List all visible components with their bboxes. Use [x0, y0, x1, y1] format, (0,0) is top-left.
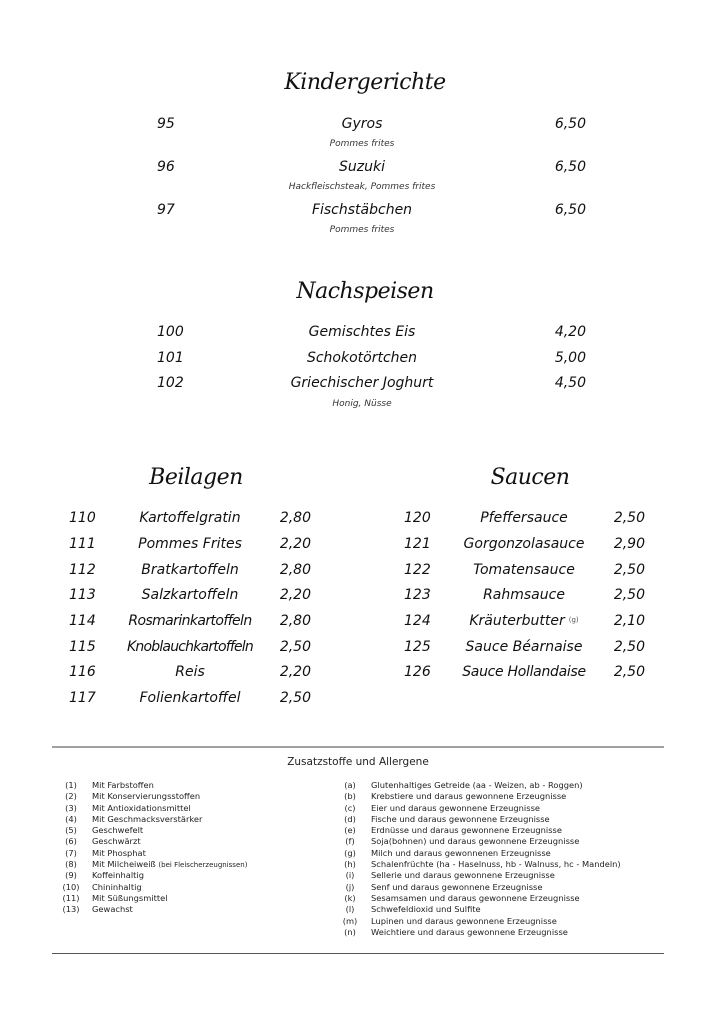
item-name: Kartoffelgratin — [139, 510, 241, 526]
item-number: 126 — [404, 664, 431, 680]
allergen-text: Senf und daraus gewonnene Erzeugnisse — [371, 881, 543, 892]
menu-item — [0, 202, 724, 222]
item-name: Sauce Béarnaise — [465, 639, 583, 655]
allergen-text: Milch und daraus gewonnenen Erzeugnisse — [371, 847, 551, 858]
item-number: 117 — [69, 690, 96, 706]
allergen-text: Glutenhaltiges Getreide (aa - Weizen, ab - Roggen) — [371, 780, 583, 790]
additive-text: Mit Phosphat — [92, 847, 146, 858]
item-price: 6,50 — [554, 202, 586, 218]
item-number: 112 — [69, 562, 96, 578]
additive-code: (6) — [65, 836, 77, 847]
item-price: 2,90 — [613, 536, 645, 552]
item-price: 2,80 — [279, 510, 311, 526]
item-name: Knoblauchkartoffeln — [127, 639, 253, 655]
item-name: Bratkartoffeln — [141, 562, 239, 578]
additive-text: Mit Geschmacksverstärker — [92, 813, 203, 824]
additive-text: Mit Konservierungsstoffen — [92, 791, 201, 802]
item-number: 120 — [404, 510, 431, 526]
additive-code: (13) — [62, 904, 80, 915]
item-price: 4,20 — [554, 324, 586, 340]
item-number: 97 — [157, 202, 175, 218]
additive-text: Koffeinhaltig — [92, 870, 144, 881]
item-name: Pommes Frites — [138, 536, 242, 552]
additive-code: (7) — [65, 847, 77, 858]
item-name: Gemischtes Eis — [308, 324, 416, 340]
section-title: Nachspeisen — [296, 279, 434, 304]
item-name: Schokotörtchen — [306, 350, 418, 366]
item-name-wrap — [446, 613, 602, 629]
additive-code: (1) — [65, 780, 77, 790]
divider-top — [52, 746, 664, 748]
allergen-text: Erdnüsse und daraus gewonnene Erzeugnisse — [371, 825, 562, 836]
menu-item — [0, 690, 362, 710]
additive-code: (4) — [65, 813, 77, 824]
additive-code: (2) — [65, 791, 77, 802]
allergen-text: Sellerie und daraus gewonnene Erzeugnisse — [371, 870, 555, 881]
allergen-text: Krebstiere und daraus gewonnene Erzeugnisse — [371, 791, 567, 802]
menu-item — [0, 587, 724, 607]
item-name: Gyros — [341, 116, 383, 132]
allergen-code: (n) — [344, 926, 356, 937]
item-number: 95 — [157, 116, 175, 132]
item-description: Honig, Nüsse — [332, 399, 392, 409]
item-name: Rosmarinkartoffeln — [128, 613, 252, 629]
allergen-text: Schwefeldioxid und Sulfite — [371, 904, 481, 915]
allergen-code: (c) — [344, 802, 356, 813]
item-number: 102 — [157, 375, 184, 391]
menu-item — [0, 375, 724, 395]
item-number: 114 — [69, 613, 96, 629]
section-title: Saucen — [490, 465, 570, 490]
section-title: Kindergerichte — [284, 70, 446, 95]
item-price: 2,50 — [279, 639, 311, 655]
item-price: 2,50 — [613, 664, 645, 680]
item-price: 2,50 — [613, 510, 645, 526]
allergen-code: (g) — [344, 847, 356, 858]
allergen-text: Schalenfrüchte (ha - Haselnuss, hb - Walnuss, hc - Mandeln) — [371, 859, 621, 870]
item-description: Hackfleischsteak, Pommes frites — [288, 182, 436, 192]
menu-item — [0, 510, 724, 530]
additive-code: (11) — [62, 892, 80, 903]
additive-text: Mit Milcheiweiß — [92, 859, 156, 870]
allergen-code: (j) — [345, 881, 355, 892]
item-number: 125 — [404, 639, 431, 655]
item-price: 6,50 — [554, 159, 586, 175]
item-name: Reis — [175, 664, 205, 680]
menu-item — [0, 350, 724, 370]
item-price: 2,80 — [279, 562, 311, 578]
additive-text: Mit Farbstoffen — [92, 780, 154, 790]
item-number: 100 — [157, 324, 184, 340]
item-name: Folienkartoffel — [139, 690, 241, 706]
item-name: Salzkartoffeln — [141, 587, 239, 603]
allergen-text: Eier und daraus gewonnene Erzeugnisse — [371, 802, 540, 813]
item-price: 2,50 — [613, 562, 645, 578]
menu-item — [0, 562, 724, 582]
allergen-code: (f) — [345, 836, 355, 847]
allergen-text: Fische und daraus gewonnene Erzeugnisse — [371, 813, 550, 824]
additive-text: Mit Süßungsmittel — [92, 892, 168, 903]
item-name: Griechischer Joghurt — [290, 375, 434, 391]
menu-item — [0, 324, 724, 344]
menu-item — [0, 639, 724, 659]
item-number: 110 — [69, 510, 96, 526]
additive-text: Gewachst — [92, 904, 133, 915]
menu-item — [0, 536, 724, 556]
allergen-code: (b) — [344, 791, 356, 802]
allergen-code: (k) — [344, 892, 356, 903]
item-description: Pommes frites — [329, 225, 395, 235]
allergen-code: (e) — [344, 825, 356, 836]
allergen-text: Weichtiere und daraus gewonnene Erzeugnisse — [371, 926, 568, 937]
item-number: 124 — [404, 613, 431, 629]
allergen-code: (a) — [344, 780, 356, 790]
legend-title: Zusatzstoffe und Allergene — [287, 756, 429, 768]
item-number: 121 — [404, 536, 431, 552]
item-price: 2,50 — [613, 639, 645, 655]
allergen-code: (l) — [345, 904, 355, 915]
item-price: 2,80 — [279, 613, 311, 629]
menu-item — [0, 613, 724, 633]
menu-item — [0, 116, 724, 136]
additive-note: (bei Fleischerzeugnissen) — [158, 861, 248, 870]
allergen-code: (m) — [342, 915, 358, 926]
allergen-text: Lupinen und daraus gewonnene Erzeugnisse — [371, 915, 557, 926]
item-price: 2,50 — [279, 690, 311, 706]
item-price: 2,50 — [613, 587, 645, 603]
item-price: 6,50 — [554, 116, 586, 132]
item-name: Gorgonzolasauce — [463, 536, 585, 552]
item-price: 2,20 — [279, 587, 311, 603]
item-name: Rahmsauce — [483, 587, 565, 603]
allergen-code: (i) — [345, 870, 355, 881]
allergen-code: (d) — [344, 813, 356, 824]
additive-code: (8) — [65, 859, 77, 870]
additive-code: (9) — [65, 870, 77, 881]
item-name: Fischstäbchen — [311, 202, 413, 218]
item-name: Kräuterbutter — [469, 613, 565, 629]
item-number: 116 — [69, 664, 96, 680]
item-number: 115 — [69, 639, 96, 655]
additive-code: (10) — [62, 881, 80, 892]
additive-text: Geschwärzt — [92, 836, 141, 847]
item-price: 2,20 — [279, 536, 311, 552]
item-number: 122 — [404, 562, 431, 578]
item-number: 113 — [69, 587, 96, 603]
item-price: 2,20 — [279, 664, 311, 680]
item-name: Pfeffersauce — [480, 510, 568, 526]
section-title: Beilagen — [149, 465, 243, 490]
item-name: Tomatensauce — [473, 562, 575, 578]
additive-code: (3) — [65, 802, 77, 813]
additive-text: Geschwefelt — [92, 825, 144, 836]
item-number: 96 — [157, 159, 175, 175]
item-price: 2,10 — [613, 613, 645, 629]
item-description: Pommes frites — [329, 139, 395, 149]
item-price: 5,00 — [554, 350, 586, 366]
additive-code: (5) — [65, 825, 77, 836]
item-price: 4,50 — [554, 375, 586, 391]
divider-bottom — [52, 953, 664, 954]
allergen-code: (h) — [344, 859, 356, 870]
allergen-note: (g) — [568, 616, 579, 624]
item-number: 101 — [157, 350, 184, 366]
item-number: 123 — [404, 587, 431, 603]
additive-text: Mit Antioxidationsmittel — [92, 802, 191, 813]
additive-text: Chininhaltig — [92, 881, 142, 892]
menu-item — [0, 664, 724, 684]
menu-item — [0, 159, 724, 179]
item-name: Suzuki — [339, 159, 385, 175]
item-number: 111 — [69, 536, 96, 552]
item-name: Sauce Hollandaise — [462, 664, 586, 680]
allergen-text: Soja(bohnen) und daraus gewonnene Erzeugnisse — [371, 836, 580, 847]
allergen-text: Sesamsamen und daraus gewonnene Erzeugnisse — [371, 892, 580, 903]
